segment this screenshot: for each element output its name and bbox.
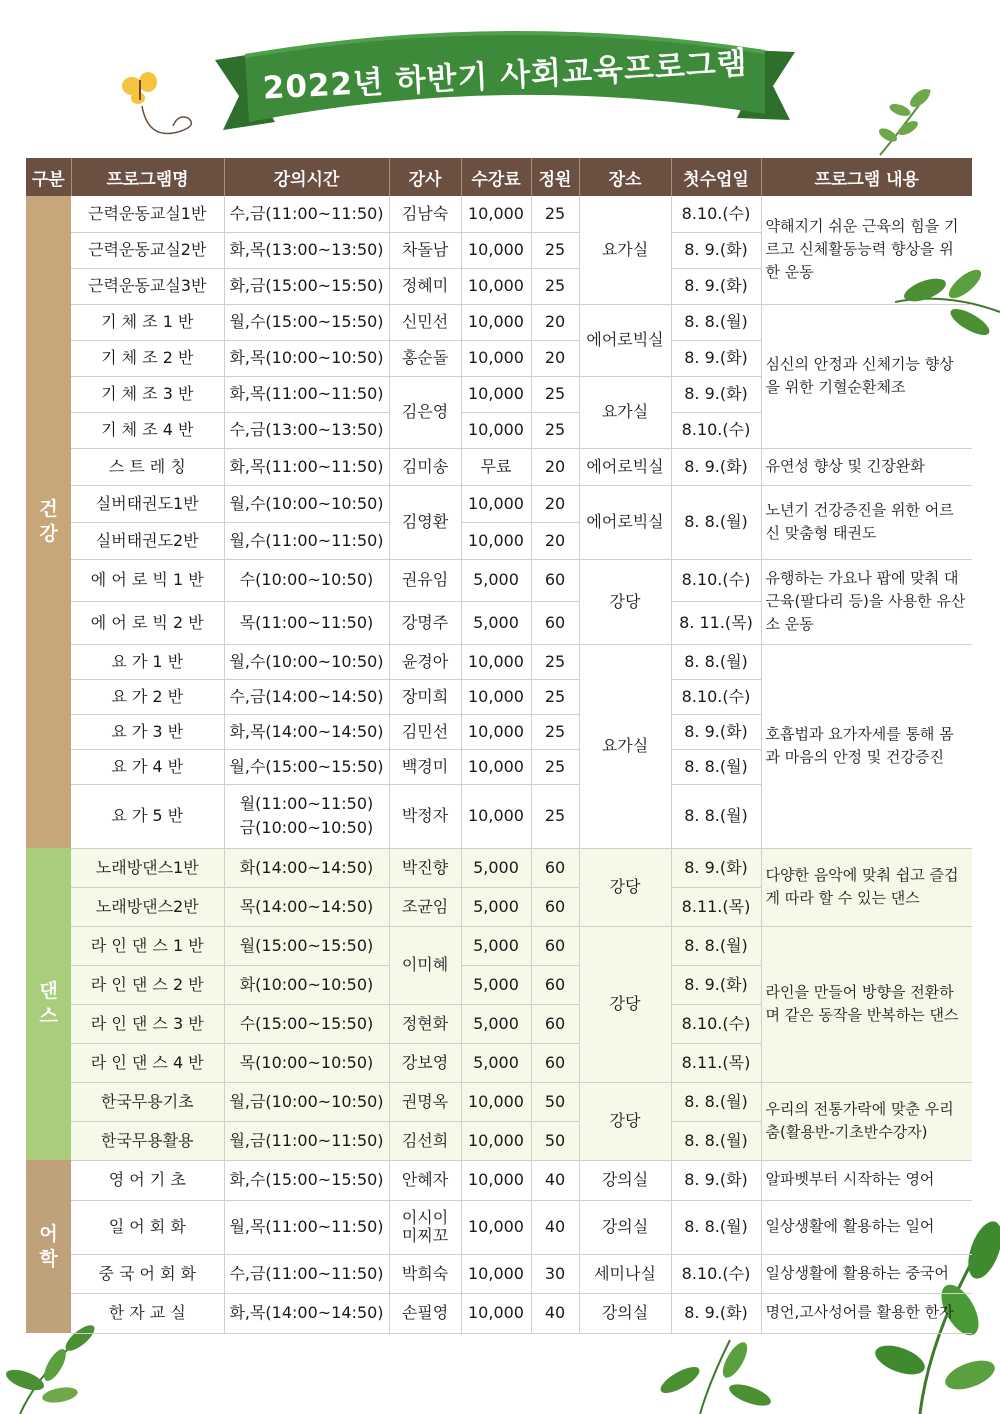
fee: 5,000 [461, 1043, 531, 1082]
program-name: 라 인 댄 스 1 반 [71, 926, 224, 965]
category-language: 어 학 [26, 1160, 71, 1333]
fee: 10,000 [461, 644, 531, 679]
class-time: 월(15:00~15:50) [224, 926, 389, 965]
first-class-date: 8. 8.(월) [671, 1200, 761, 1254]
teacher: 정현화 [389, 1004, 461, 1043]
program-description: 노년기 건강증진을 위한 어르신 맞춤형 태권도 [761, 485, 972, 559]
header-time: 강의시간 [224, 158, 389, 196]
first-class-date: 8. 9.(화) [671, 1160, 761, 1200]
class-time: 화,목(11:00~11:50) [224, 376, 389, 412]
fee: 10,000 [461, 268, 531, 304]
table-row [26, 559, 972, 601]
fee: 5,000 [461, 848, 531, 887]
class-time: 월,수(10:00~10:50) [224, 485, 389, 522]
program-name: 영 어 기 초 [71, 1160, 224, 1200]
category-dance: 댄 스 [26, 848, 71, 1160]
teacher: 박진향 [389, 848, 461, 887]
table-row [26, 926, 972, 965]
program-name: 스 트 레 칭 [71, 448, 224, 485]
teacher: 권명옥 [389, 1082, 461, 1121]
capacity: 25 [531, 232, 579, 268]
butterfly-icon [118, 70, 213, 150]
table-row [26, 1160, 972, 1200]
class-time: 화,목(14:00~14:50) [224, 1293, 389, 1333]
teacher: 김선희 [389, 1121, 461, 1160]
capacity: 60 [531, 965, 579, 1004]
capacity: 25 [531, 412, 579, 448]
program-name: 기 체 조 4 반 [71, 412, 224, 448]
first-class-date: 8. 9.(화) [671, 376, 761, 412]
capacity: 25 [531, 784, 579, 848]
capacity: 20 [531, 522, 579, 559]
capacity: 25 [531, 644, 579, 679]
capacity: 60 [531, 848, 579, 887]
class-time: 월,금(11:00~11:50) [224, 1121, 389, 1160]
header-program-name: 프로그램명 [71, 158, 224, 196]
table-row [26, 1082, 972, 1121]
header-first-class: 첫수업일 [671, 158, 761, 196]
class-time: 월,금(10:00~10:50) [224, 1082, 389, 1121]
class-time: 수(15:00~15:50) [224, 1004, 389, 1043]
fee: 10,000 [461, 1121, 531, 1160]
capacity: 60 [531, 887, 579, 926]
program-name: 요 가 5 반 [71, 784, 224, 848]
capacity: 30 [531, 1254, 579, 1293]
program-name: 에 어 로 빅 2 반 [71, 601, 224, 644]
class-time: 월,수(10:00~10:50) [224, 644, 389, 679]
teacher: 김영환 [389, 485, 461, 559]
teacher: 강명주 [389, 601, 461, 644]
program-description: 약해지기 쉬운 근육의 힘을 기르고 신체활동능력 향상을 위한 운동 [761, 196, 972, 304]
header-teacher: 강사 [389, 158, 461, 196]
fee: 10,000 [461, 1200, 531, 1254]
class-time-line: 월(11:00~11:50) [239, 794, 374, 813]
program-name: 한 자 교 실 [71, 1293, 224, 1333]
class-time: 화,목(13:00~13:50) [224, 232, 389, 268]
fee: 10,000 [461, 522, 531, 559]
teacher: 정혜미 [389, 268, 461, 304]
first-class-date: 8.10.(수) [671, 196, 761, 232]
first-class-date: 8. 11.(목) [671, 601, 761, 644]
fee: 10,000 [461, 340, 531, 376]
table-row [26, 1200, 972, 1254]
teacher: 김미송 [389, 448, 461, 485]
table-header [26, 158, 972, 196]
leaf-icon [870, 80, 940, 160]
capacity: 20 [531, 485, 579, 522]
capacity: 25 [531, 749, 579, 784]
teacher: 홍순돌 [389, 340, 461, 376]
capacity: 60 [531, 559, 579, 601]
first-class-date: 8.11.(목) [671, 1043, 761, 1082]
teacher: 윤경아 [389, 644, 461, 679]
first-class-date: 8. 9.(화) [671, 848, 761, 887]
header-capacity: 정원 [531, 158, 579, 196]
teacher: 안혜자 [389, 1160, 461, 1200]
first-class-date: 8.10.(수) [671, 1254, 761, 1293]
place: 강의실 [579, 1160, 671, 1200]
class-time: 화,목(14:00~14:50) [224, 714, 389, 749]
table-row [26, 644, 972, 679]
header-fee: 수강료 [461, 158, 531, 196]
program-name: 요 가 2 반 [71, 679, 224, 714]
program-name: 중 국 어 회 화 [71, 1254, 224, 1293]
leaf-icon [0, 1320, 110, 1414]
teacher: 백경미 [389, 749, 461, 784]
program-name: 요 가 4 반 [71, 749, 224, 784]
class-time: 수,금(14:00~14:50) [224, 679, 389, 714]
place: 강의실 [579, 1200, 671, 1254]
program-description: 유행하는 가요나 팝에 맞춰 대근육(팔다리 등)을 사용한 유산소 운동 [761, 559, 972, 644]
capacity: 20 [531, 448, 579, 485]
class-time: 월,수(11:00~11:50) [224, 522, 389, 559]
fee: 무료 [461, 448, 531, 485]
fee: 10,000 [461, 232, 531, 268]
capacity: 40 [531, 1293, 579, 1333]
capacity: 20 [531, 304, 579, 340]
program-name: 실버태권도2반 [71, 522, 224, 559]
capacity: 25 [531, 376, 579, 412]
class-time: 화,목(10:00~10:50) [224, 340, 389, 376]
program-description: 유연성 향상 및 긴장완화 [761, 448, 972, 485]
first-class-date: 8. 8.(월) [671, 485, 761, 559]
first-class-date: 8. 9.(화) [671, 340, 761, 376]
fee: 10,000 [461, 412, 531, 448]
capacity: 25 [531, 679, 579, 714]
fee: 10,000 [461, 196, 531, 232]
fee: 10,000 [461, 784, 531, 848]
header-description: 프로그램 내용 [761, 158, 972, 196]
fee: 10,000 [461, 304, 531, 340]
teacher: 조균임 [389, 887, 461, 926]
teacher: 김은영 [389, 376, 461, 448]
first-class-date: 8.10.(수) [671, 679, 761, 714]
teacher: 김민선 [389, 714, 461, 749]
fee: 10,000 [461, 376, 531, 412]
table-row [26, 196, 972, 232]
capacity: 60 [531, 926, 579, 965]
capacity: 50 [531, 1121, 579, 1160]
first-class-date: 8. 8.(월) [671, 304, 761, 340]
fee: 5,000 [461, 965, 531, 1004]
first-class-date: 8. 8.(월) [671, 749, 761, 784]
first-class-date: 8. 8.(월) [671, 926, 761, 965]
teacher: 강보영 [389, 1043, 461, 1082]
program-name: 근력운동교실3반 [71, 268, 224, 304]
class-time: 수(10:00~10:50) [224, 559, 389, 601]
class-time: 수,금(11:00~11:50) [224, 1254, 389, 1293]
capacity: 20 [531, 340, 579, 376]
fee: 5,000 [461, 559, 531, 601]
first-class-date: 8. 9.(화) [671, 448, 761, 485]
capacity: 50 [531, 1082, 579, 1121]
first-class-date: 8.11.(목) [671, 887, 761, 926]
table-row [26, 304, 972, 340]
first-class-date: 8. 9.(화) [671, 965, 761, 1004]
program-name: 한국무용기초 [71, 1082, 224, 1121]
place: 강당 [579, 926, 671, 1082]
program-name: 라 인 댄 스 3 반 [71, 1004, 224, 1043]
program-name: 기 체 조 2 반 [71, 340, 224, 376]
program-description: 일상생활에 활용하는 일어 [761, 1200, 972, 1254]
teacher: 이시이 미찌꼬 [389, 1200, 461, 1254]
place: 에어로빅실 [579, 485, 671, 559]
class-time: 목(10:00~10:50) [224, 1043, 389, 1082]
place: 세미나실 [579, 1254, 671, 1293]
place: 요가실 [579, 196, 671, 304]
fee: 5,000 [461, 601, 531, 644]
program-name: 기 체 조 1 반 [71, 304, 224, 340]
program-description: 명언,고사성어를 활용한 한자 [761, 1293, 972, 1333]
teacher: 권유임 [389, 559, 461, 601]
first-class-date: 8. 9.(화) [671, 714, 761, 749]
class-time: 화(10:00~10:50) [224, 965, 389, 1004]
program-description: 호흡법과 요가자세를 통해 몸과 마음의 안정 및 건강증진 [761, 644, 972, 848]
program-name: 노래방댄스2반 [71, 887, 224, 926]
program-description: 우리의 전통가락에 맞춘 우리춤(활용반-기초반수강자) [761, 1082, 972, 1160]
program-description: 심신의 안정과 신체기능 향상을 위한 기혈순환체조 [761, 304, 972, 448]
place: 강당 [579, 1082, 671, 1160]
program-name: 라 인 댄 스 2 반 [71, 965, 224, 1004]
class-time: 월,목(11:00~11:50) [224, 1200, 389, 1254]
table-row [26, 485, 972, 522]
page-title: 2022년 하반기 사회교육프로그램 [261, 45, 749, 107]
capacity: 25 [531, 196, 579, 232]
fee: 10,000 [461, 1254, 531, 1293]
first-class-date: 8. 9.(화) [671, 268, 761, 304]
teacher: 차돌남 [389, 232, 461, 268]
leaf-icon [640, 1330, 780, 1414]
place: 강당 [579, 559, 671, 644]
first-class-date: 8. 9.(화) [671, 1293, 761, 1333]
fee: 10,000 [461, 679, 531, 714]
place: 강의실 [579, 1293, 671, 1333]
place: 강당 [579, 848, 671, 926]
program-description: 다양한 음악에 맞춰 쉽고 즐겁게 따라 할 수 있는 댄스 [761, 848, 972, 926]
program-description: 라인을 만들어 방향을 전환하며 같은 동작을 반복하는 댄스 [761, 926, 972, 1082]
class-time [224, 784, 389, 848]
class-time: 월,수(15:00~15:50) [224, 749, 389, 784]
capacity: 60 [531, 601, 579, 644]
class-time: 화(14:00~14:50) [224, 848, 389, 887]
capacity: 25 [531, 714, 579, 749]
program-name: 한국무용활용 [71, 1121, 224, 1160]
program-name: 에 어 로 빅 1 반 [71, 559, 224, 601]
fee: 5,000 [461, 887, 531, 926]
class-time: 화,금(15:00~15:50) [224, 268, 389, 304]
place: 요가실 [579, 376, 671, 448]
class-time: 목(11:00~11:50) [224, 601, 389, 644]
first-class-date: 8.10.(수) [671, 1004, 761, 1043]
teacher: 이미혜 [389, 926, 461, 1004]
program-name: 기 체 조 3 반 [71, 376, 224, 412]
teacher: 김남숙 [389, 196, 461, 232]
capacity: 60 [531, 1004, 579, 1043]
teacher: 손필영 [389, 1293, 461, 1333]
fee: 10,000 [461, 1160, 531, 1200]
fee: 5,000 [461, 926, 531, 965]
class-time: 수,금(13:00~13:50) [224, 412, 389, 448]
class-time: 화,목(11:00~11:50) [224, 448, 389, 485]
capacity: 40 [531, 1160, 579, 1200]
class-time: 화,수(15:00~15:50) [224, 1160, 389, 1200]
program-name: 요 가 1 반 [71, 644, 224, 679]
header-place: 장소 [579, 158, 671, 196]
place: 요가실 [579, 644, 671, 848]
fee: 5,000 [461, 1004, 531, 1043]
fee: 10,000 [461, 1293, 531, 1333]
program-name: 라 인 댄 스 4 반 [71, 1043, 224, 1082]
table-row [26, 1254, 972, 1293]
fee: 10,000 [461, 714, 531, 749]
teacher: 신민선 [389, 304, 461, 340]
fee: 10,000 [461, 1082, 531, 1121]
first-class-date: 8.10.(수) [671, 412, 761, 448]
first-class-date: 8. 9.(화) [671, 232, 761, 268]
program-description: 알파벳부터 시작하는 영어 [761, 1160, 972, 1200]
fee: 10,000 [461, 485, 531, 522]
capacity: 40 [531, 1200, 579, 1254]
teacher: 박희숙 [389, 1254, 461, 1293]
teacher: 장미희 [389, 679, 461, 714]
program-name: 노래방댄스1반 [71, 848, 224, 887]
class-time: 목(14:00~14:50) [224, 887, 389, 926]
program-description: 일상생활에 활용하는 중국어 [761, 1254, 972, 1293]
first-class-date: 8. 8.(월) [671, 1121, 761, 1160]
first-class-date: 8. 8.(월) [671, 1082, 761, 1121]
class-time: 수,금(11:00~11:50) [224, 196, 389, 232]
table-row [26, 1293, 972, 1333]
category-health: 건 강 [26, 196, 71, 848]
program-name: 요 가 3 반 [71, 714, 224, 749]
place: 에어로빅실 [579, 448, 671, 485]
first-class-date: 8.10.(수) [671, 559, 761, 601]
program-name: 일 어 회 화 [71, 1200, 224, 1254]
table-row [26, 848, 972, 887]
program-name: 실버태권도1반 [71, 485, 224, 522]
class-time-line: 금(10:00~10:50) [239, 818, 374, 837]
program-name: 근력운동교실1반 [71, 196, 224, 232]
first-class-date: 8. 8.(월) [671, 784, 761, 848]
header-category: 구분 [26, 158, 71, 196]
place: 에어로빅실 [579, 304, 671, 376]
first-class-date: 8. 8.(월) [671, 644, 761, 679]
capacity: 60 [531, 1043, 579, 1082]
capacity: 25 [531, 268, 579, 304]
fee: 10,000 [461, 749, 531, 784]
class-time: 월,수(15:00~15:50) [224, 304, 389, 340]
table-row [26, 448, 972, 485]
teacher: 박정자 [389, 784, 461, 848]
program-table [26, 158, 972, 1334]
program-name: 근력운동교실2반 [71, 232, 224, 268]
